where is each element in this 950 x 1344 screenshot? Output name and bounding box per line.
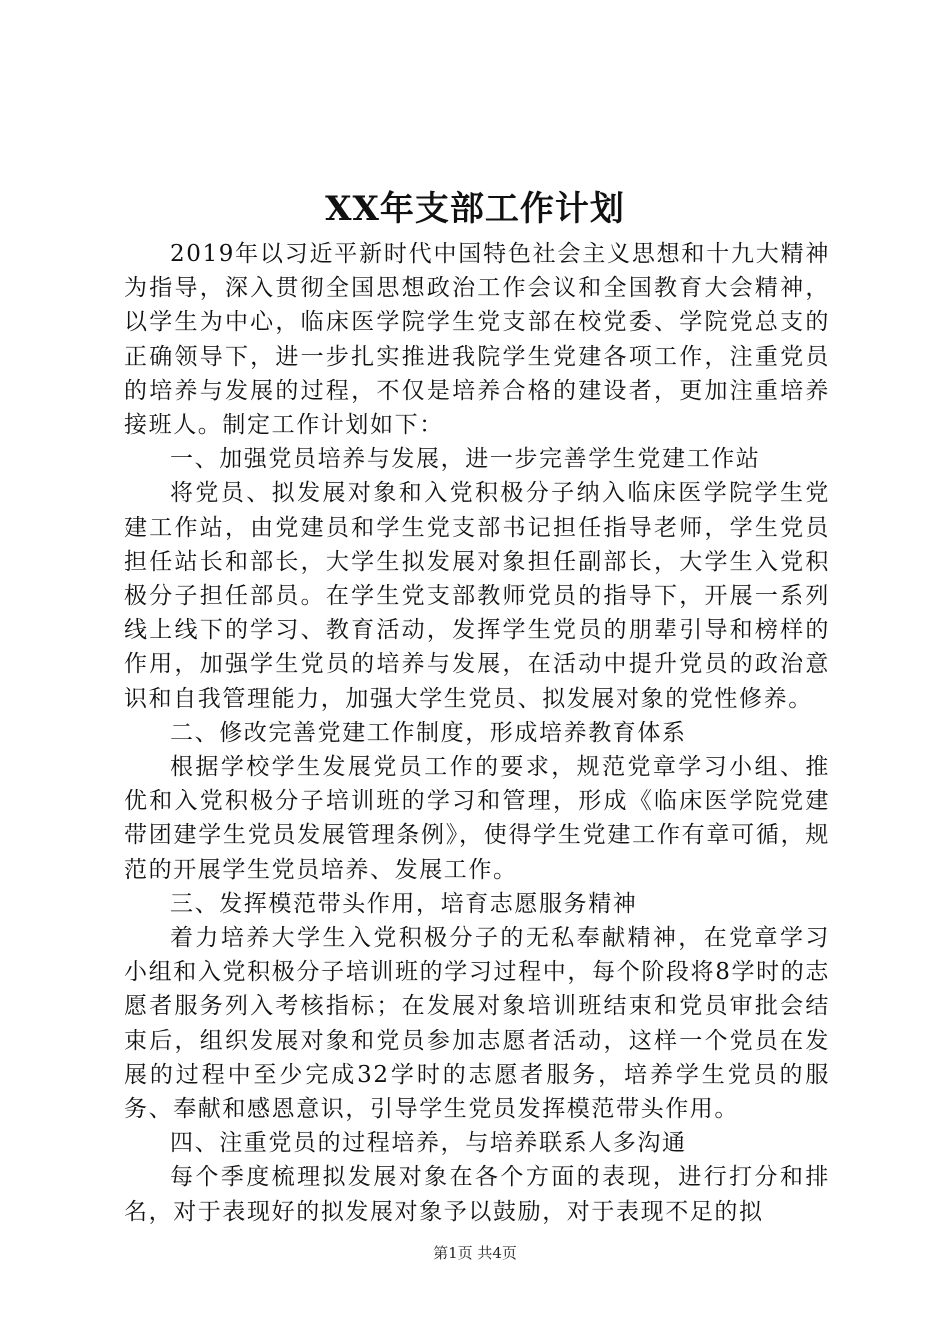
- section-heading-4: 四、注重党员的过程培养，与培养联系人多沟通: [170, 1130, 687, 1157]
- section-heading-2: 二、修改完善党建工作制度，形成培养教育体系: [170, 719, 687, 746]
- section-paragraph-4: 每个季度梳理拟发展对象在各个方面的表现，进行打分和排名，对于表现好的拟发展对象予以鼓励，对于表现不足的拟: [124, 1164, 830, 1225]
- section-heading-3: 三、发挥模范带头作用，培育志愿服务精神: [170, 890, 638, 917]
- document-title: XX年支部工作计划: [325, 189, 625, 229]
- intro-paragraph: 2019年以习近平新时代中国特色社会主义思想和十九大精神为指导，深入贯彻全国思想政治工作会议和全国教育大会精神，以学生为中心，临床医学院学生党支部在校党委、学院党总支的正确领导下，进一步扎实推进我院学生党建各项工作，注重党员的培养与发展的过程，不仅是培养合格的建设者，更加注重培养接班人。制定工作计划如下：: [124, 241, 830, 439]
- section-paragraph-2: 根据学校学生发展党员工作的要求，规范党章学习小组、推优和入党积极分子培训班的学习和管理，形成《临床医学院党建带团建学生党员发展管理条例》，使得学生党建工作有章可循，规范的开展学生党员培养、发展工作。: [124, 754, 830, 883]
- section-paragraph-3: 着力培养大学生入党积极分子的无私奉献精神，在党章学习小组和入党积极分子培训班的学习过程中，每个阶段将8学时的志愿者服务列入考核指标；在发展对象培训班结束和党员审批会结束后，组织发展对象和党员参加志愿者活动，这样一个党员在发展的过程中至少完成32学时的志愿者服务，培养学生党员的服务、奉献和感恩意识，引导学生党员发挥模范带头作用。: [124, 925, 830, 1123]
- section-paragraph-1: 将党员、拟发展对象和入党积极分子纳入临床医学院学生党建工作站，由党建员和学生党支部书记担任指导老师，学生党员担任站长和部长，大学生拟发展对象担任副部长，大学生入党积极分子担任部员。在学生党支部教师党员的指导下，开展一系列线上线下的学习、教育活动，发挥学生党员的朋辈引导和榜样的作用，加强学生党员的培养与发展，在活动中提升党员的政治意识和自我管理能力，加强大学生党员、拟发展对象的党性修养。: [124, 480, 830, 712]
- document-body: [124, 237, 830, 1229]
- section-heading-1: 一、加强党员培养与发展，进一步完善学生党建工作站: [170, 446, 761, 473]
- page-number-footer: 第1页 共4页: [433, 1244, 517, 1262]
